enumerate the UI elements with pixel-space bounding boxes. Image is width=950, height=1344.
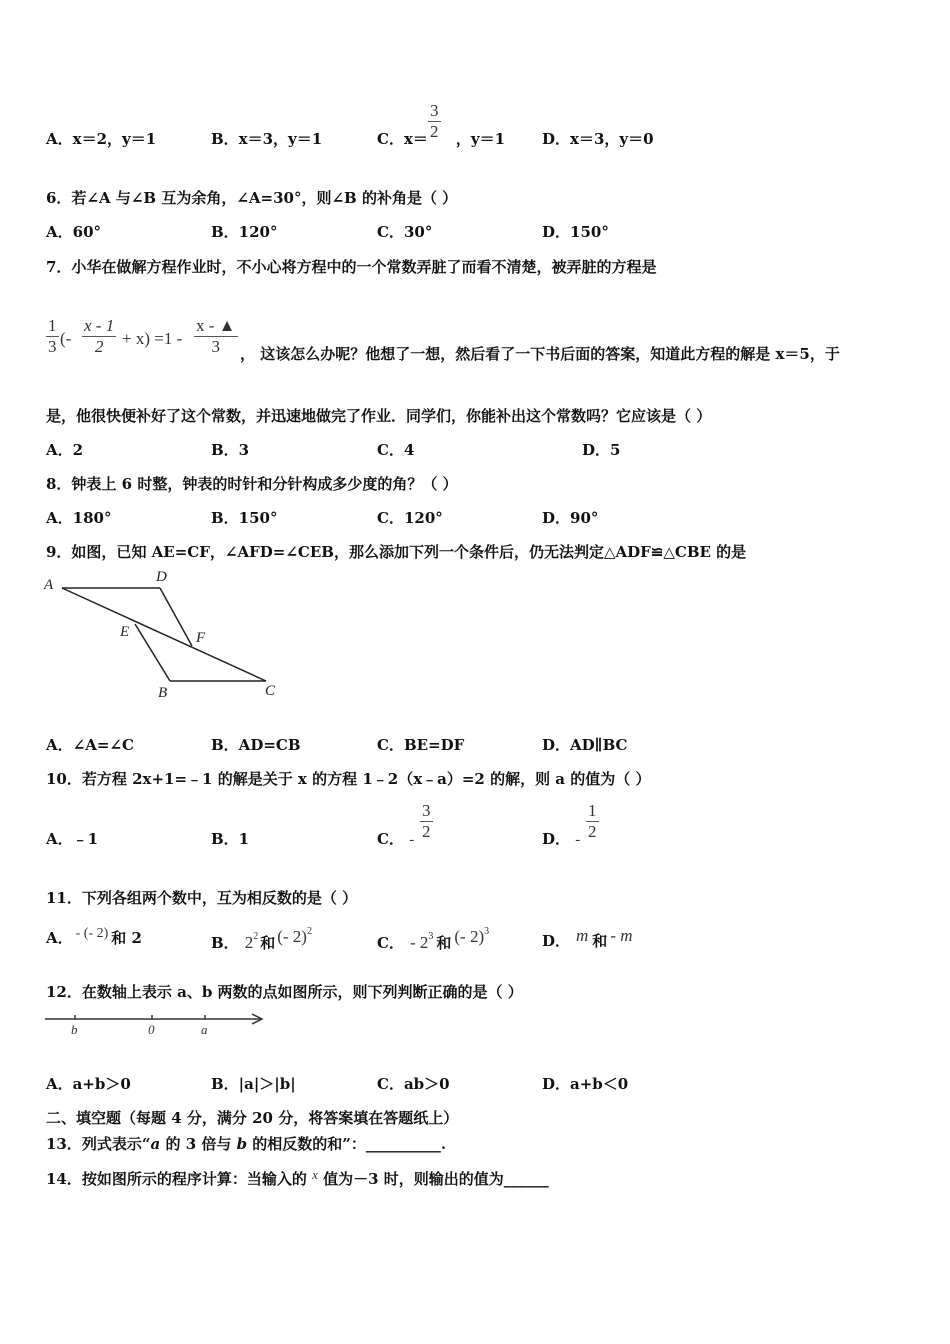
q9-option-c: C．BE=DF (377, 736, 465, 754)
q9-option-a: A．∠A=∠C (46, 736, 134, 754)
q7-fraction-one-third: $\frac{1}{3}$ (48, 316, 57, 356)
q7-fraction-smudged: $\frac{x - ▲}{3}$ (196, 316, 236, 356)
q10-option-b: B．1 (211, 830, 250, 848)
q8-option-a: A．180° (46, 509, 112, 527)
q6-option-d: D．150° (542, 223, 609, 241)
label-a: A (44, 577, 54, 593)
q7-option-a: A．2 (46, 441, 84, 459)
q5-option-d: D．x＝3，y＝0 (542, 130, 654, 148)
q10-d-fraction: $\frac{1}{2}$ (588, 801, 597, 841)
q7-equation (46, 316, 266, 364)
q12-stem: 12．在数轴上表示 a、b 两数的点如图所示，则下列判断正确的是（ ） (46, 983, 523, 1001)
q12-option-b: B．|a|＞|b| (211, 1075, 296, 1093)
q12-option-d: D．a+b＜0 (542, 1075, 629, 1093)
q6-option-b: B．120° (211, 223, 278, 241)
q8-option-c: C．120° (377, 509, 443, 527)
q5-option-b: B．x＝3，y＝1 (211, 130, 323, 148)
label-d: D (156, 569, 167, 585)
q11-option-a: A． - (- 2) 和 2 (46, 926, 142, 947)
q14-stem: 14．按如图所示的程序计算：当输入的 x 值为－3 时，则输出的值为______ (46, 1167, 549, 1188)
q12-option-c: C．ab＞0 (377, 1075, 450, 1093)
tick-label-b: b (71, 1022, 78, 1037)
q9-option-b: B．AD=CB (211, 736, 301, 754)
q8-option-d: D．90° (542, 509, 599, 527)
q8-option-b: B．150° (211, 509, 278, 527)
label-c: C (265, 683, 276, 699)
q11-option-d: D． m 和 - m (542, 926, 633, 950)
q7-stem-line2: ， 这该怎么办呢？他想了一想，然后看了一下书后面的答案，知道此方程的解是 x＝5，于 (240, 345, 840, 363)
q6-stem: 6．若∠A 与∠B 互为余角，∠A=30°，则∠B 的补角是（ ） (46, 189, 458, 207)
q9-option-d: D．AD∥BC (542, 736, 628, 754)
tick-label-0: 0 (148, 1022, 155, 1037)
q5-c-fraction: $\frac{3}{2}$ (430, 101, 439, 141)
q7-stem-line3: 是，他很快便补好了这个常数，并迅速地做完了作业．同学们，你能补出这个常数吗？它应该是（ ） (46, 407, 712, 425)
q7-option-b: B．3 (211, 441, 250, 459)
q13-stem: 13．列式表示“a 的 3 倍与 b 的相反数的和”：__________. (46, 1135, 447, 1153)
q12-option-a: A．a+b＞0 (46, 1075, 131, 1093)
tick-label-a: a (201, 1022, 208, 1037)
q7-stem-line1: 7．小华在做解方程作业时，不小心将方程中的一个常数弄脏了而看不清楚，被弄脏的方程是 (46, 258, 657, 276)
q11-option-c: C． - $2^3$ 和 (- 2)$^3$ (377, 926, 490, 952)
q7-option-c: C．4 (377, 441, 415, 459)
q9-stem: 9．如图，已知 AE=CF，∠AFD=∠CEB，那么添加下列一个条件后，仍无法判定△ADF≌△CBE 的是 (46, 543, 747, 561)
q10-c-fraction: $\frac{3}{2}$ (422, 801, 431, 841)
segment-df (160, 588, 192, 646)
q11-option-b: B． $2^2$ 和 (- 2)$^2$ (211, 926, 312, 952)
label-e: E (120, 624, 130, 640)
segment-eb (135, 624, 170, 681)
q9-geometry-figure (40, 566, 290, 706)
q10-option-d: D． - (542, 830, 581, 848)
q10-option-a: A．﹣1 (46, 830, 99, 848)
q5-option-a: A．x＝2，y＝1 (46, 130, 157, 148)
section-2-heading: 二、填空题（每题 4 分，满分 20 分，将答案填在答题纸上） (46, 1109, 459, 1127)
q10-option-c: C． - (377, 830, 415, 848)
label-f: F (196, 630, 206, 646)
q8-stem: 8．钟表上 6 时整，钟表的时针和分针构成多少度的角？（ ） (46, 475, 458, 493)
q10-stem: 10．若方程 2x+1=﹣1 的解是关于 x 的方程 1﹣2（x﹣a）=2 的解，则 a 的值为（ ） (46, 770, 651, 788)
q6-option-c: C．30° (377, 223, 433, 241)
q7-paren-open: (- (60, 329, 72, 348)
segment-ac (62, 588, 266, 681)
label-b: B (158, 685, 168, 701)
q7-option-d: D．5 (582, 441, 621, 459)
q11-stem: 11．下列各组两个数中，互为相反数的是（ ） (46, 889, 358, 907)
q5-option-c: C．x＝ ，y＝1 (377, 130, 506, 148)
q6-option-a: A．60° (46, 223, 102, 241)
q7-middle-expr: + x) =1 - (122, 329, 183, 348)
q7-fraction-x-minus-1: $\frac{x - 1}{2}$ (84, 316, 115, 356)
q12-number-line (40, 1006, 270, 1040)
